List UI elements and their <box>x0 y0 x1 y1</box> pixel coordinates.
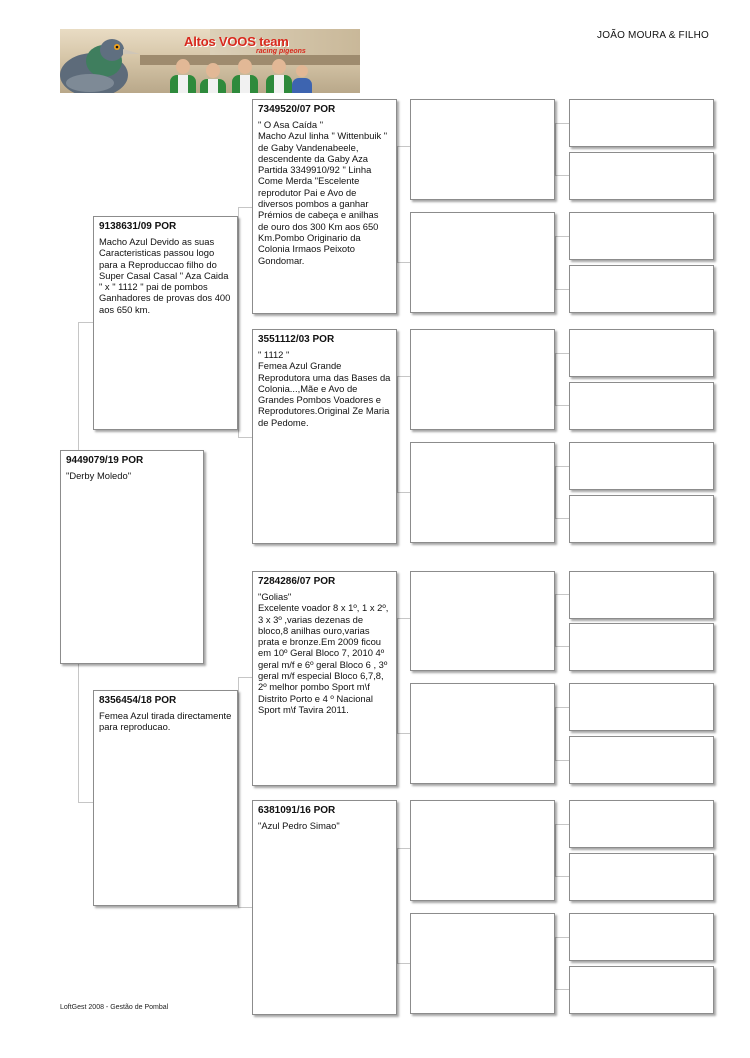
connector-line <box>238 322 253 438</box>
connector-line <box>555 937 570 963</box>
ancestor-card-empty <box>410 800 555 901</box>
connector-line <box>555 261 570 290</box>
pigeon-description: Femea Azul tirada directamente para reproducao. <box>99 710 232 733</box>
connector-line <box>397 848 411 909</box>
ancestor-card-empty <box>569 683 714 731</box>
connector-line <box>555 377 570 406</box>
connector-line <box>555 824 570 849</box>
ancestor-card-empty <box>569 623 714 671</box>
ancestor-card-empty <box>410 329 555 430</box>
subject-pigeon-card <box>60 450 204 664</box>
sire-card <box>93 216 238 430</box>
sire-dam-card <box>252 329 397 544</box>
ancestor-card-empty <box>569 99 714 147</box>
ancestor-card-empty <box>569 853 714 901</box>
ancestor-card-empty <box>410 99 555 200</box>
connector-line <box>397 908 411 964</box>
ancestor-card-empty <box>410 571 555 671</box>
connector-line <box>78 322 94 451</box>
connector-line <box>397 618 411 678</box>
brand-title: Altos VOOS team <box>184 34 289 49</box>
ancestor-card-empty <box>569 571 714 619</box>
ring-number: 9449079/19 POR <box>66 455 144 466</box>
ancestor-card-empty <box>569 212 714 260</box>
connector-line <box>238 677 253 803</box>
connector-line <box>238 802 253 908</box>
dam-dam-card <box>252 800 397 1015</box>
pigeon-description: Macho Azul Devido as suas Caracteristicas passou logo para a Reproduccao filho do Super Casal Casal " Aza Caida " x " 1112 " pai de pombos Ganhadores de provas dos 400 aos 650 km. <box>99 236 231 315</box>
connector-line <box>555 492 570 519</box>
connector-line <box>555 707 570 734</box>
connector-line <box>397 436 411 493</box>
dam-sire-card <box>252 571 397 786</box>
child-photo <box>292 65 312 93</box>
connector-line <box>397 206 411 263</box>
team-member-photo <box>232 59 258 93</box>
ancestor-card-empty <box>569 495 714 543</box>
connector-line <box>555 123 570 148</box>
connector-line <box>555 962 570 990</box>
ancestor-card-empty <box>569 913 714 961</box>
sire-sire-card <box>252 99 397 314</box>
ancestor-card-empty <box>410 212 555 313</box>
team-member-photo <box>200 63 226 93</box>
ring-number: 6381091/16 POR <box>258 805 336 816</box>
pigeon-description: "Golias" Excelente voador 8 x 1º, 1 x 2º, 3 x 3º ,varias dezenas de bloco,8 anilhas ouro,varias prata e bronze.Em 2009 ficou em 10º Geral Bloco 7, 2010 4º geral m/f e 6º geral Bloco 6 , 3º geral m/f especial Bloco 6,7,8, 2º melhor pombo Sport m\f Distrito Porto e 4 º Nacional Sport m\f Tavira 2011. <box>258 591 389 715</box>
connector-line <box>238 207 253 323</box>
pigeon-icon <box>60 35 142 93</box>
ancestor-card-empty <box>569 736 714 784</box>
ancestor-card-empty <box>569 966 714 1014</box>
ancestor-card-empty <box>410 683 555 784</box>
connector-line <box>555 353 570 378</box>
connector-line <box>397 146 411 207</box>
ancestor-card-empty <box>410 442 555 543</box>
owner-name: JOÃO MOURA & FILHO <box>597 30 709 41</box>
pigeon-description: " 1112 " Femea Azul Grande Reprodutora uma das Bases da Colonia...,Mãe e Avo de Grandes Pombos Voadores e Reprodutores.Original Ze Maria de Pedome. <box>258 349 391 428</box>
connector-line <box>397 376 411 437</box>
connector-line <box>555 466 570 493</box>
ancestor-card-empty <box>569 265 714 313</box>
ring-number: 3551112/03 POR <box>258 334 335 345</box>
connector-line <box>555 236 570 262</box>
connector-line <box>397 677 411 734</box>
team-banner <box>60 29 360 93</box>
ring-number: 7284286/07 POR <box>258 576 336 587</box>
pigeon-description: "Azul Pedro Simao" <box>258 820 340 831</box>
pigeon-description: "Derby Moledo" <box>66 470 132 481</box>
ancestor-card-empty <box>410 913 555 1014</box>
ancestor-card-empty <box>569 442 714 490</box>
team-member-photo <box>266 59 292 93</box>
ring-number: 8356454/18 POR <box>99 695 177 706</box>
ancestor-card-empty <box>569 382 714 430</box>
connector-line <box>555 848 570 877</box>
team-member-photo <box>170 59 196 93</box>
connector-line <box>78 664 94 803</box>
ancestor-card-empty <box>569 800 714 848</box>
connector-line <box>555 147 570 176</box>
ring-number: 7349520/07 POR <box>258 104 336 115</box>
brand-subtitle: racing pigeons <box>256 48 306 55</box>
connector-line <box>555 733 570 761</box>
connector-line <box>555 619 570 647</box>
dam-card <box>93 690 238 906</box>
pigeon-description: " O Asa Caída " Macho Azul linha " Wittenbuik " de Gaby Vandenabeele, descendente da Gaby Aza Partida 3349910/92 " Linha Come Merda "Escelente reprodutor Pai e Avo de diversos pombos a ganhar Prémios de cabeça e anilhas de ouro dos 300 Km aos 650 Km.Pombo Originario da Colonia Irmaos Peixoto Gondomar. <box>258 119 388 266</box>
footer-credit: LoftGest 2008 - Gestão de Pombal <box>60 1004 169 1011</box>
ring-number: 9138631/09 POR <box>99 221 177 232</box>
connector-line <box>555 594 570 620</box>
ancestor-card-empty <box>569 329 714 377</box>
ancestor-card-empty <box>569 152 714 200</box>
